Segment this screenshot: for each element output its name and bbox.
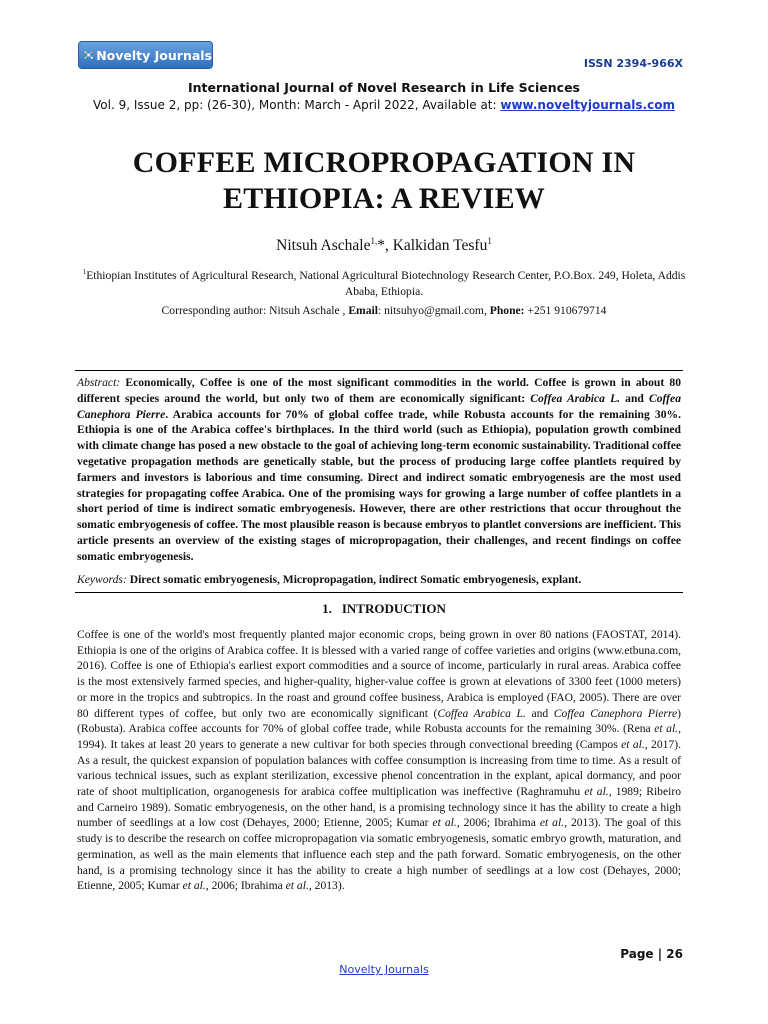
introduction-paragraph [77,627,681,894]
abstract-text: and [620,391,649,405]
author-name: Nitsuh Aschale [276,237,371,255]
abstract-text: . Arabica accounts for 70% of global coffee trade, while Robusta accounts for the remaining 30%. Ethiopia is one of the Arabica coffee's birthplaces. In the third world (such as Ethiopia), population growth combined with climate change has posed a new obstacle to the goal of achieving long-term economic sustainability. Traditional coffee vegetative propagation methods are genetically stable, but the process of producing large coffee plantlets required by farmers and investors is laborious and time consuming. Direct and indirect somatic embryogenesis are the most used strategies for propagating coffee Arabica. One of the promising ways for growing a large number of coffee plantlets in a short period of time is indirect somatic embryogenesis. However, there are other restrictions that occur throughout the somatic embryogenesis of coffee. The most plausible reason is because embryos to plantlet conversions are inefficient. This article presents an overview of the existing stages of micropropagation, their challenges, and recent findings on coffee somatic embryogenesis. [77,407,681,563]
body-text: Coffee is one of the world's most frequently planted major economic crops, being grown in over 80 nations (FAOSTAT, 2014). Ethiopia is one of the origins of Arabica coffee. It is blessed with a varied range of coffee varieties and origins (www.etbuna.com, 2016). Coffee is one of Ethiopia's earliest export commodities and a source of income, particularly in rural areas. Arabica coffee is the most extensively farmed species, and higher-quality, higher-value coffee is grown at elevations of 3300 feet (1000 meters) or more in the tropics and subtropics. In the roast and ground coffee business, Arabica is employed (FAO, 2005). There are over 80 different types of coffee, but only two are economically significant ( [77,628,681,720]
abstract-top-rule [75,370,683,371]
et-al: et al., [182,879,209,893]
et-al: et al., [539,816,567,830]
footer-publisher-link[interactable]: Novelty Journals [339,963,429,976]
keywords-label: Keywords: [77,573,127,586]
body-text: 2017). As a result, the quickest expansion of population balances with coffee consumption is increasing from time to time. As a result of various technical issues, such as explant sterilization, excessive phenol concentration in the explant, apical dormancy, and poor rate of shoot multiplication, organogenesis for arabica coffee multiplication was ineffective (Raghramuhu [77,737,681,799]
journal-meta-text: Vol. 9, Issue 2, pp: (26-30), Month: March - April 2022, Available at: [93,98,501,112]
section-heading [0,601,768,617]
author-separator: , [384,237,393,255]
affiliation-text: Ethiopian Institutes of Agricultural Research, National Agricultural Biotechnology Research Center, P.O.Box. 249, Holeta, Addis Ababa, Ethiopia. [86,268,686,298]
body-text: 1989; Ribeiro and Carneiro 1989). Somatic embryogenesis, on the other hand, is a promising technology since it has the ability to create a high number of seedlings at a low cost (Dehayes, 2000; Etienne, 2005; Kumar [77,785,681,830]
author-list [0,236,768,255]
section-title: INTRODUCTION [341,601,446,616]
affiliation [80,264,688,300]
species-name: Coffea Canephora Pierre [77,391,681,421]
corresponding-mark: * [377,237,385,255]
author-affiliation-mark: 1, [370,236,378,246]
body-text: 2006; Ibrahima [208,879,286,893]
abstract-bottom-rule [75,592,683,593]
journal-website-link[interactable]: www.noveltyjournals.com [500,98,675,112]
logo-text: Novelty Journals [96,47,212,63]
issn-label: ISSN 2394-966X [583,57,683,70]
abstract-label: Abstract: [77,376,121,389]
email-label: Email [348,304,378,317]
body-text: 2013). The goal of this study is to describe the research on coffee micropropagation via somatic embryogenesis, somatic embryo growth, maturation, and germination, as well as the main elements that influence each step and the path forward. Somatic embryogenesis, on the other hand, is a promising technology since it has the ability to create a high number of seedlings at a low cost (Dehayes, 2000; Etienne, 2005; Kumar [77,816,681,893]
publisher-logo[interactable] [78,41,213,69]
molecule-icon [83,43,94,67]
abstract [77,375,681,565]
corresponding-prefix: Corresponding author: Nitsuh Aschale , [161,304,349,317]
body-text: 2006; Ibrahima [459,816,540,830]
affiliation-mark: 1 [82,268,87,276]
corresponding-author [0,304,768,317]
body-text: ) (Robusta). Arabica coffee accounts for 70% of global coffee trade, while Robusta accounts for the remaining 30%. (Rena [77,706,681,736]
species-name: Coffea Canephora Pierre [553,706,678,720]
title-line-1: COFFEE MICROPROPAGATION IN [132,146,636,179]
journal-name: International Journal of Novel Research in Life Sciences [187,80,581,95]
et-al: et al., [621,737,648,751]
keywords [77,573,681,586]
et-al: et al., [584,785,612,799]
et-al: et al., [654,722,681,736]
phone-value: +251 910679714 [524,304,607,317]
page-number: Page | 26 [620,947,683,961]
journal-meta [0,98,768,112]
phone-label: Phone: [489,304,525,317]
paper-title [0,145,768,217]
body-text: 1994). It takes at least 20 years to generate a new cultivar for both species through convectional breeding (Campos [77,737,622,751]
keywords-text: Direct somatic embryogenesis, Micropropagation, indirect Somatic embryogenesis, explant. [126,573,582,586]
email-value[interactable]: : nitsuhyo@gmail.com, [377,304,490,317]
abstract-text: Economically, Coffee is one of the most significant commodities in the world. Coffee is grown in about 80 different species around the world, but only two of them are economically significant: [77,376,681,405]
body-text: and [525,706,554,720]
species-name: Coffea Arabica L. [530,391,621,405]
title-line-2: ETHIOPIA: A REVIEW [223,182,545,215]
et-al: et al., [285,879,312,893]
author-name: Kalkidan Tesfu [392,237,488,255]
body-text: 2013). [311,879,345,893]
author-affiliation-mark: 1 [487,236,492,246]
section-number: 1. [322,601,332,616]
et-al: et al., [432,816,460,830]
species-name: Coffea Arabica L. [437,706,526,720]
